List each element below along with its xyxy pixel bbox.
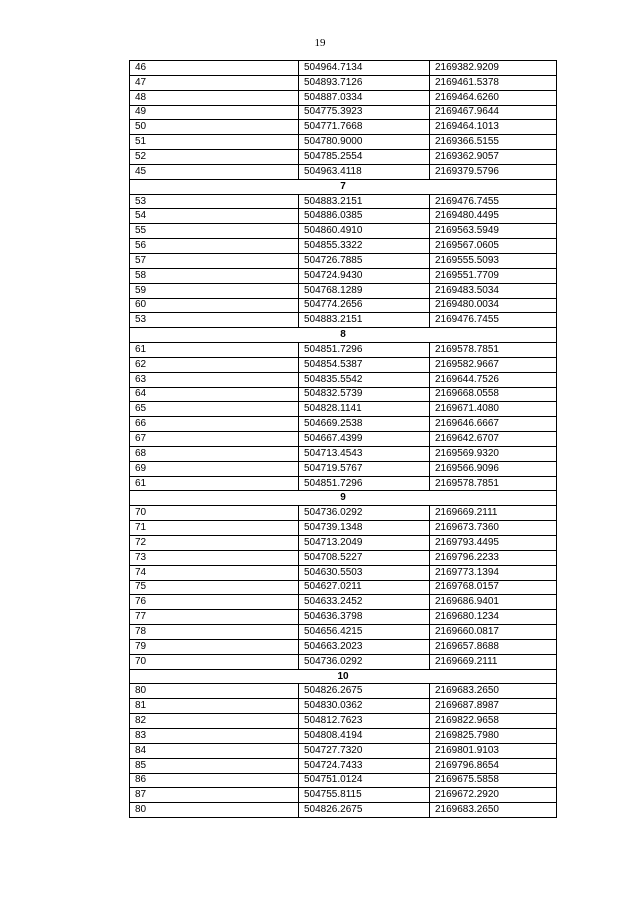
y-coordinate-cell: 2169578.7851 (430, 476, 557, 491)
x-coordinate-cell: 504755.8115 (299, 788, 430, 803)
x-coordinate-cell: 504826.2675 (299, 684, 430, 699)
y-coordinate-cell: 2169768.0157 (430, 580, 557, 595)
x-coordinate-cell: 504828.1141 (299, 402, 430, 417)
table-row (130, 194, 557, 209)
point-number-cell: 68 (130, 446, 299, 461)
point-number-cell: 63 (130, 372, 299, 387)
x-coordinate-cell: 504768.1289 (299, 283, 430, 298)
table-row (130, 432, 557, 447)
point-number-cell: 54 (130, 209, 299, 224)
x-coordinate-cell: 504771.7668 (299, 120, 430, 135)
point-number-cell: 66 (130, 417, 299, 432)
table-row (130, 402, 557, 417)
y-coordinate-cell: 2169796.8654 (430, 758, 557, 773)
x-coordinate-cell: 504964.7134 (299, 61, 430, 76)
x-coordinate-cell: 504633.2452 (299, 595, 430, 610)
x-coordinate-cell: 504860.4910 (299, 224, 430, 239)
x-coordinate-cell: 504656.4215 (299, 625, 430, 640)
y-coordinate-cell: 2169366.5155 (430, 135, 557, 150)
y-coordinate-cell: 2169675.5858 (430, 773, 557, 788)
point-number-cell: 57 (130, 253, 299, 268)
y-coordinate-cell: 2169825.7980 (430, 728, 557, 743)
y-coordinate-cell: 2169480.4495 (430, 209, 557, 224)
page-number: 19 (314, 37, 326, 49)
x-coordinate-cell: 504667.4399 (299, 432, 430, 447)
point-number-cell: 77 (130, 610, 299, 625)
y-coordinate-cell: 2169644.7526 (430, 372, 557, 387)
point-number-cell: 86 (130, 773, 299, 788)
x-coordinate-cell: 504727.7320 (299, 743, 430, 758)
table-row (130, 595, 557, 610)
x-coordinate-cell: 504886.0385 (299, 209, 430, 224)
point-number-cell: 74 (130, 565, 299, 580)
table-row (130, 283, 557, 298)
y-coordinate-cell: 2169669.2111 (430, 654, 557, 669)
x-coordinate-cell: 504780.9000 (299, 135, 430, 150)
y-coordinate-cell: 2169657.8688 (430, 639, 557, 654)
y-coordinate-cell: 2169673.7360 (430, 521, 557, 536)
y-coordinate-cell: 2169555.5093 (430, 253, 557, 268)
point-number-cell: 71 (130, 521, 299, 536)
x-coordinate-cell: 504812.7623 (299, 714, 430, 729)
y-coordinate-cell: 2169668.0558 (430, 387, 557, 402)
table-row (130, 224, 557, 239)
point-number-cell: 61 (130, 476, 299, 491)
x-coordinate-cell: 504883.2151 (299, 313, 430, 328)
x-coordinate-cell: 504713.4543 (299, 446, 430, 461)
y-coordinate-cell: 2169683.2650 (430, 803, 557, 818)
point-number-cell: 49 (130, 105, 299, 120)
point-number-cell: 52 (130, 150, 299, 165)
point-number-cell: 84 (130, 743, 299, 758)
table-row (130, 803, 557, 818)
y-coordinate-cell: 2169801.9103 (430, 743, 557, 758)
table-row (130, 610, 557, 625)
x-coordinate-cell: 504663.2023 (299, 639, 430, 654)
y-coordinate-cell: 2169687.8987 (430, 699, 557, 714)
point-number-cell: 56 (130, 239, 299, 254)
point-number-cell: 50 (130, 120, 299, 135)
table-row (130, 684, 557, 699)
point-number-cell: 70 (130, 654, 299, 669)
point-number-cell: 83 (130, 728, 299, 743)
y-coordinate-cell: 2169578.7851 (430, 343, 557, 358)
x-coordinate-cell: 504636.3798 (299, 610, 430, 625)
x-coordinate-cell: 504669.2538 (299, 417, 430, 432)
y-coordinate-cell: 2169672.2920 (430, 788, 557, 803)
table-row (130, 506, 557, 521)
y-coordinate-cell: 2169563.5949 (430, 224, 557, 239)
y-coordinate-cell: 2169686.9401 (430, 595, 557, 610)
y-coordinate-cell: 2169476.7455 (430, 313, 557, 328)
section-heading-row (130, 328, 557, 343)
table-row (130, 343, 557, 358)
point-number-cell: 47 (130, 75, 299, 90)
point-number-cell: 76 (130, 595, 299, 610)
table-row (130, 61, 557, 76)
x-coordinate-cell: 504887.0334 (299, 90, 430, 105)
x-coordinate-cell: 504713.2049 (299, 536, 430, 551)
point-number-cell: 64 (130, 387, 299, 402)
table-row (130, 476, 557, 491)
table-row (130, 417, 557, 432)
table-row (130, 728, 557, 743)
point-number-cell: 85 (130, 758, 299, 773)
y-coordinate-cell: 2169822.9658 (430, 714, 557, 729)
point-number-cell: 53 (130, 313, 299, 328)
table-row (130, 773, 557, 788)
table-row (130, 625, 557, 640)
point-number-cell: 46 (130, 61, 299, 76)
y-coordinate-cell: 2169464.1013 (430, 120, 557, 135)
point-number-cell: 45 (130, 164, 299, 179)
y-coordinate-cell: 2169382.9209 (430, 61, 557, 76)
table-row (130, 446, 557, 461)
point-number-cell: 53 (130, 194, 299, 209)
section-heading: 10 (130, 669, 557, 684)
x-coordinate-cell: 504855.3322 (299, 239, 430, 254)
table-row (130, 239, 557, 254)
point-number-cell: 61 (130, 343, 299, 358)
point-number-cell: 75 (130, 580, 299, 595)
point-number-cell: 58 (130, 268, 299, 283)
table-row (130, 565, 557, 580)
point-number-cell: 80 (130, 803, 299, 818)
point-number-cell: 79 (130, 639, 299, 654)
x-coordinate-cell: 504719.5767 (299, 461, 430, 476)
table-row (130, 550, 557, 565)
table-row (130, 743, 557, 758)
point-number-cell: 60 (130, 298, 299, 313)
x-coordinate-cell: 504854.5387 (299, 357, 430, 372)
x-coordinate-cell: 504751.0124 (299, 773, 430, 788)
x-coordinate-cell: 504726.7885 (299, 253, 430, 268)
x-coordinate-cell: 504893.7126 (299, 75, 430, 90)
point-number-cell: 69 (130, 461, 299, 476)
table-row (130, 298, 557, 313)
point-number-cell: 55 (130, 224, 299, 239)
point-number-cell: 48 (130, 90, 299, 105)
table-row (130, 758, 557, 773)
point-number-cell: 51 (130, 135, 299, 150)
y-coordinate-cell: 2169569.9320 (430, 446, 557, 461)
point-number-cell: 81 (130, 699, 299, 714)
y-coordinate-cell: 2169551.7709 (430, 268, 557, 283)
section-heading-row (130, 491, 557, 506)
x-coordinate-cell: 504739.1348 (299, 521, 430, 536)
y-coordinate-cell: 2169582.9667 (430, 357, 557, 372)
point-number-cell: 62 (130, 357, 299, 372)
coordinates-table-body (130, 61, 557, 818)
table-row (130, 164, 557, 179)
table-row (130, 654, 557, 669)
table-row (130, 521, 557, 536)
y-coordinate-cell: 2169464.6260 (430, 90, 557, 105)
y-coordinate-cell: 2169669.2111 (430, 506, 557, 521)
y-coordinate-cell: 2169467.9644 (430, 105, 557, 120)
y-coordinate-cell: 2169680.1234 (430, 610, 557, 625)
y-coordinate-cell: 2169480.0034 (430, 298, 557, 313)
x-coordinate-cell: 504785.2554 (299, 150, 430, 165)
x-coordinate-cell: 504630.5503 (299, 565, 430, 580)
coordinates-table (129, 60, 557, 818)
section-heading: 7 (130, 179, 557, 194)
x-coordinate-cell: 504724.9430 (299, 268, 430, 283)
x-coordinate-cell: 504835.5542 (299, 372, 430, 387)
x-coordinate-cell: 504826.2675 (299, 803, 430, 818)
x-coordinate-cell: 504724.7433 (299, 758, 430, 773)
table-row (130, 105, 557, 120)
table-row (130, 788, 557, 803)
y-coordinate-cell: 2169671.4080 (430, 402, 557, 417)
y-coordinate-cell: 2169461.5378 (430, 75, 557, 90)
x-coordinate-cell: 504774.2656 (299, 298, 430, 313)
table-row (130, 253, 557, 268)
table-row (130, 135, 557, 150)
section-heading-row (130, 669, 557, 684)
y-coordinate-cell: 2169660.0817 (430, 625, 557, 640)
x-coordinate-cell: 504808.4194 (299, 728, 430, 743)
x-coordinate-cell: 504963.4118 (299, 164, 430, 179)
x-coordinate-cell: 504851.7296 (299, 476, 430, 491)
section-heading: 9 (130, 491, 557, 506)
point-number-cell: 82 (130, 714, 299, 729)
table-row (130, 461, 557, 476)
x-coordinate-cell: 504830.0362 (299, 699, 430, 714)
table-row (130, 120, 557, 135)
y-coordinate-cell: 2169796.2233 (430, 550, 557, 565)
table-row (130, 699, 557, 714)
x-coordinate-cell: 504736.0292 (299, 654, 430, 669)
table-row (130, 209, 557, 224)
table-row (130, 580, 557, 595)
y-coordinate-cell: 2169642.6707 (430, 432, 557, 447)
x-coordinate-cell: 504851.7296 (299, 343, 430, 358)
x-coordinate-cell: 504627.0211 (299, 580, 430, 595)
table-row (130, 387, 557, 402)
point-number-cell: 78 (130, 625, 299, 640)
point-number-cell: 80 (130, 684, 299, 699)
point-number-cell: 87 (130, 788, 299, 803)
table-row (130, 90, 557, 105)
x-coordinate-cell: 504775.3923 (299, 105, 430, 120)
point-number-cell: 65 (130, 402, 299, 417)
table-row (130, 75, 557, 90)
y-coordinate-cell: 2169567.0605 (430, 239, 557, 254)
section-heading: 8 (130, 328, 557, 343)
y-coordinate-cell: 2169683.2650 (430, 684, 557, 699)
table-row (130, 150, 557, 165)
y-coordinate-cell: 2169566.9096 (430, 461, 557, 476)
table-row (130, 639, 557, 654)
x-coordinate-cell: 504736.0292 (299, 506, 430, 521)
y-coordinate-cell: 2169793.4495 (430, 536, 557, 551)
x-coordinate-cell: 504708.5227 (299, 550, 430, 565)
y-coordinate-cell: 2169476.7455 (430, 194, 557, 209)
table-row (130, 313, 557, 328)
table-row (130, 268, 557, 283)
table-row (130, 536, 557, 551)
x-coordinate-cell: 504883.2151 (299, 194, 430, 209)
table-row (130, 357, 557, 372)
section-heading-row (130, 179, 557, 194)
x-coordinate-cell: 504832.5739 (299, 387, 430, 402)
point-number-cell: 67 (130, 432, 299, 447)
point-number-cell: 73 (130, 550, 299, 565)
y-coordinate-cell: 2169379.5796 (430, 164, 557, 179)
table-row (130, 372, 557, 387)
y-coordinate-cell: 2169773.1394 (430, 565, 557, 580)
point-number-cell: 70 (130, 506, 299, 521)
point-number-cell: 72 (130, 536, 299, 551)
table-row (130, 714, 557, 729)
y-coordinate-cell: 2169362.9057 (430, 150, 557, 165)
y-coordinate-cell: 2169483.5034 (430, 283, 557, 298)
point-number-cell: 59 (130, 283, 299, 298)
y-coordinate-cell: 2169646.6667 (430, 417, 557, 432)
